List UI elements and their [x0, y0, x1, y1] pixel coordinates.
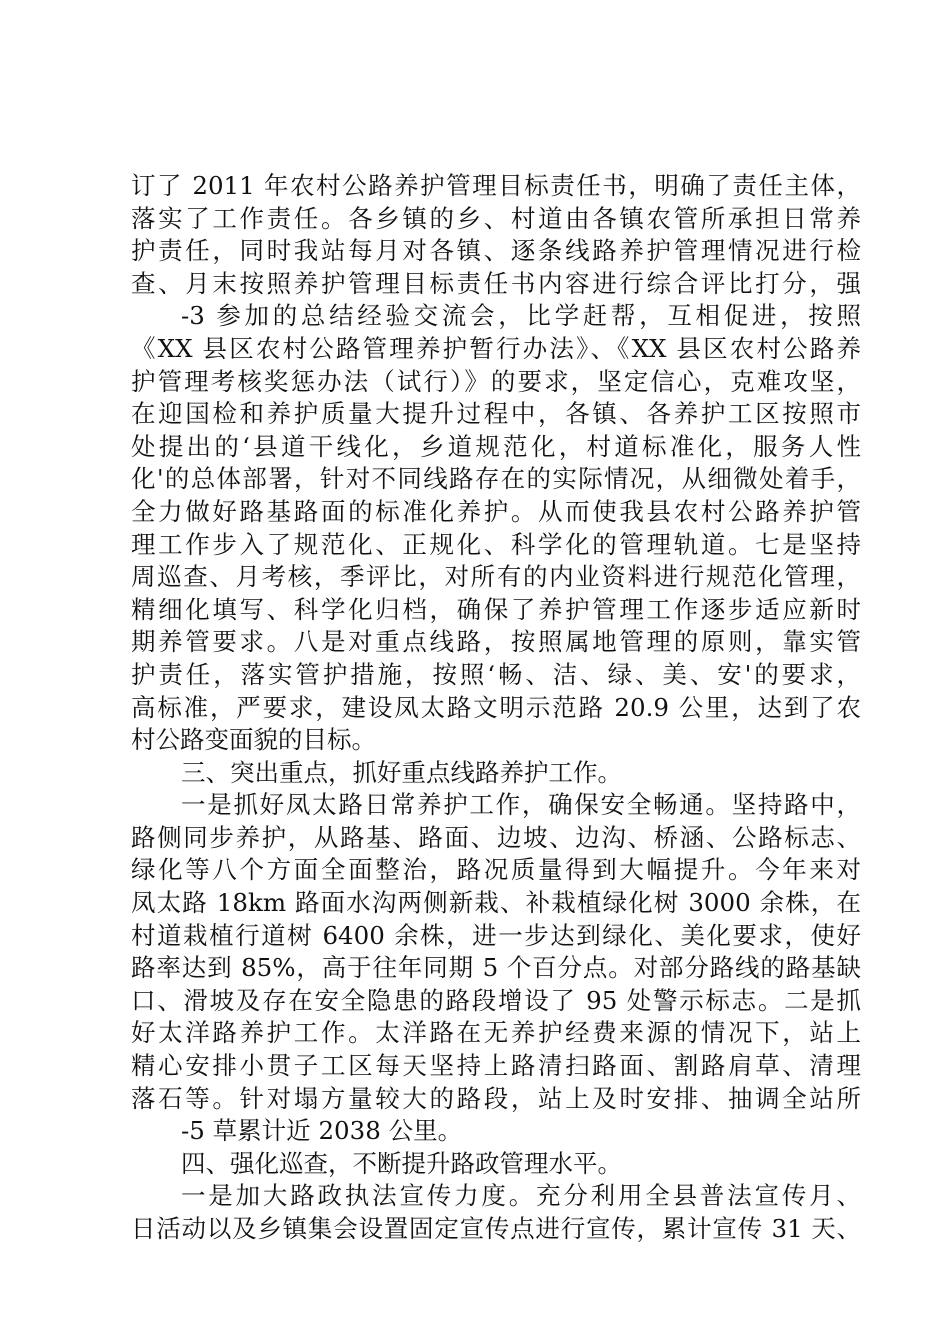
- text-line: 在迎国检和养护质量大提升过程中，各镇、各养护工区按照市: [131, 399, 861, 429]
- text-line: 护责任，落实管护措施，按照‘畅、洁、绿、美、安'的要求，: [131, 659, 861, 689]
- text-line: 落实了工作责任。各乡镇的乡、村道由各镇农管所承担日常养: [131, 203, 861, 233]
- text-line: 绿化等八个方面全面整治，路况质量得到大幅提升。今年来对: [131, 855, 861, 885]
- text-line: 四、强化巡查，不断提升路政管理水平。: [181, 1148, 622, 1178]
- text-line: 护管理考核奖惩办法（试行）》的要求，坚定信心，克难攻坚，: [131, 366, 861, 396]
- text-line: -5 草累计近 2038 公里。: [181, 1116, 463, 1146]
- text-line: 期养管要求。八是对重点线路，按照属地管理的原则，靠实管: [131, 627, 861, 657]
- text-line: 日活动以及乡镇集会设置固定宣传点进行宣传，累计宣传 31 天、: [131, 1214, 861, 1243]
- text-line: 路侧同步养护，从路基、路面、边坡、边沟、桥涵、公路标志、: [131, 822, 861, 852]
- text-line: 村公路变面貌的目标。: [131, 725, 376, 755]
- text-line: 全力做好路基路面的标准化养护。从而使我县农村公路养护管: [131, 496, 861, 526]
- text-line: 口、滑坡及存在安全隐患的路段增设了 95 处警示标志。二是抓: [131, 985, 861, 1015]
- text-line: 落石等。针对塌方量较大的路段，站上及时安排、抽调全站所: [131, 1083, 861, 1113]
- document-body: [131, 170, 861, 1246]
- text-line: 查、月末按照养护管理目标责任书内容进行综合评比打分，强: [131, 268, 861, 298]
- text-line: 三、突出重点，抓好重点线路养护工作。: [181, 757, 622, 787]
- text-line: 周巡查、月考核，季评比，对所有的内业资料进行规范化管理，: [131, 562, 861, 592]
- text-line: 路率达到 85%，高于往年同期 5 个百分点。对部分路线的路基缺: [131, 953, 861, 983]
- text-line: 高标准，严要求，建设凤太路文明示范路 20.9 公里，达到了农: [131, 692, 861, 722]
- text-line: 理工作步入了规范化、正规化、科学化的管理轨道。七是坚持: [131, 529, 861, 559]
- text-line: 好太洋路养护工作。太洋路在无养护经费来源的情况下，站上: [131, 1018, 861, 1048]
- text-line: 化'的总体部署，针对不同线路存在的实际情况，从细微处着手，: [131, 464, 861, 494]
- text-line: 凤太路 18km 路面水沟两侧新栽、补栽植绿化树 3000 余株，在: [131, 888, 861, 918]
- text-line: 精细化填写、科学化归档，确保了养护管理工作逐步适应新时: [131, 594, 861, 624]
- text-line: 精心安排小贯子工区每天坚持上路清扫路面、割路肩草、清理: [131, 1051, 861, 1081]
- text-line: 处提出的‘县道干线化，乡道规范化，村道标准化，服务人性: [131, 431, 861, 461]
- text-line: 一是抓好凤太路日常养护工作，确保安全畅通。坚持路中，: [181, 790, 861, 820]
- text-line: 订了 2011 年农村公路养护管理目标责任书，明确了责任主体，: [131, 171, 861, 200]
- text-line: 护责任，同时我站每月对各镇、逐条线路养护管理情况进行检: [131, 236, 861, 266]
- text-line: 村道栽植行道树 6400 余株，进一步达到绿化、美化要求，使好: [131, 920, 861, 950]
- text-line: 一是加大路政执法宣传力度。充分利用全县普法宣传月、: [181, 1181, 861, 1211]
- text-line: 《XX 县区农村公路管理养护暂行办法》、《XX 县区农村公路养: [131, 333, 861, 363]
- text-line: -3 参加的总结经验交流会，比学赶帮，互相促进，按照: [181, 301, 861, 331]
